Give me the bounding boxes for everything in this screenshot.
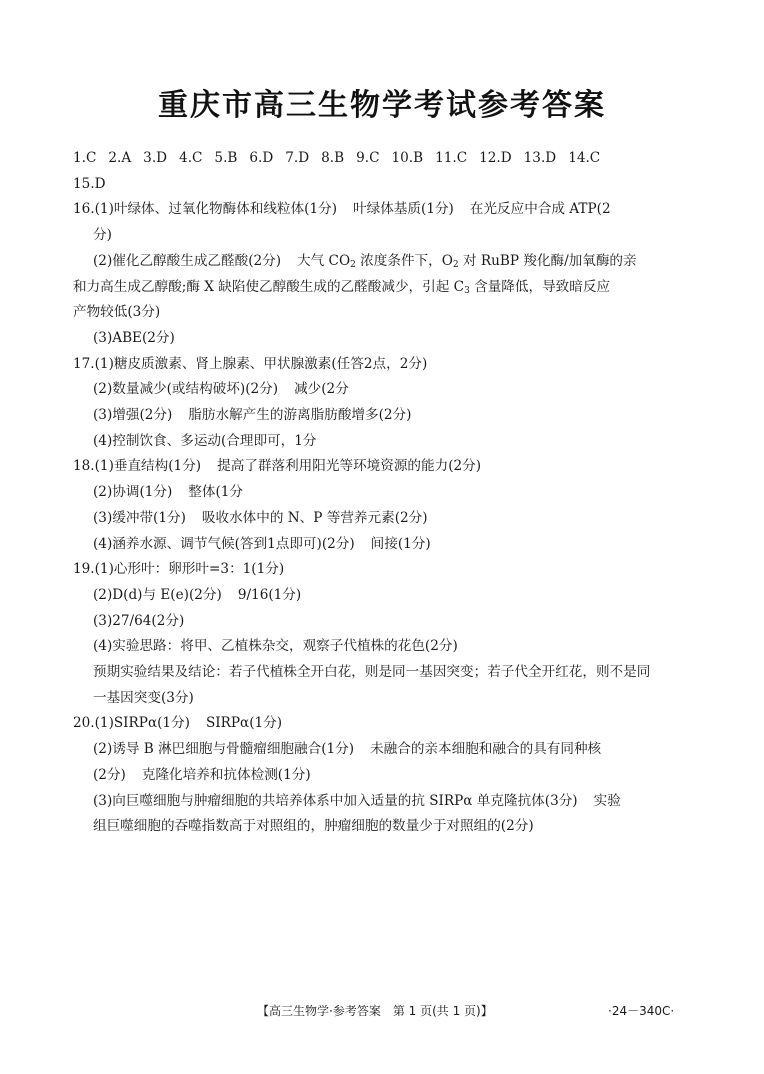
mc-answer: 4.C: [179, 150, 203, 166]
mc-answer: 11.C: [435, 150, 468, 166]
page-title: 重庆市高三生物学考试参考答案: [158, 88, 606, 123]
question-16-part-3: (3)ABE(2分): [93, 329, 175, 346]
question-16-line-1: 16.(1)叶绿体、过氧化物酶体和线粒体(1分) 叶绿体基质(1分) 在光反应中合成 ATP(2: [73, 201, 611, 218]
footer-page-info: 【高三生物学·参考答案 第 1 页(共 1 页)】: [257, 1004, 493, 1018]
mc-answer: 1.C: [73, 150, 97, 166]
question-20-part-2-cont: (2分) 克隆化培养和抗体检测(1分): [93, 766, 311, 783]
question-16-line-2: 分): [93, 227, 112, 244]
mc-answer: 10.B: [391, 150, 424, 166]
mc-answer: 5.B: [214, 150, 238, 166]
question-20-part-2: (2)诱导 B 淋巴细胞与骨髓瘤细胞融合(1分) 未融合的亲本细胞和融合的具有同种核: [93, 741, 602, 758]
question-19-part-1: 19.(1)心形叶：卵形叶=3：1(1分): [73, 561, 285, 578]
question-19-part-4: (4)实验思路：将甲、乙植株杂交，观察子代植株的花色(2分): [93, 638, 458, 655]
mc-answer: 7.D: [285, 150, 310, 166]
mc-answer: 13.D: [523, 150, 557, 166]
mc-answer-15: 15.D: [73, 175, 106, 192]
question-18-part-3: (3)缓冲带(1分) 吸收水体中的 N、P 等营养元素(2分): [93, 509, 428, 526]
question-19-part-2: (2)D(d)与 E(e)(2分) 9/16(1分): [93, 586, 302, 603]
question-20-part-1: 20.(1)SIRPα(1分) SIRPα(1分): [73, 715, 283, 732]
question-18-part-2: (2)协调(1分) 整体(1分: [93, 484, 244, 501]
footer-code: ·24－340C·: [608, 1004, 675, 1018]
question-16-part-2-cont: 和力高生成乙醇酸;酶 X 缺陷使乙醇酸生成的乙醛酸减少，引起 $C_3$ 含量降低，导致暗反应: [73, 278, 611, 296]
question-17-part-1: 17.(1)糖皮质激素、肾上腺素、甲状腺激素(任答2点，2分): [73, 355, 428, 372]
question-16-part-2-cont-2: 产物较低(3分): [73, 304, 161, 321]
answer-body: [73, 146, 698, 840]
question-18-part-1: 18.(1)垂直结构(1分) 提高了群落利用阳光等环境资源的能力(2分): [73, 458, 482, 475]
question-20-part-3: (3)向巨噬细胞与肿瘤细胞的共培养体系中加入适量的抗 SIRPα 单克隆抗体(3分) 实验: [93, 792, 621, 809]
question-19-part-4-prediction: 预期实验结果及结论：若子代植株全开白花，则是同一基因突变；若子代全开红花，则不是同: [93, 664, 651, 681]
question-16-part-2: (2)催化乙醇酸生成乙醛酸(2分) 大气 $CO_2$ 浓度条件下，$O_2$ 对 RuBP 羧化酶/加氧酶的亲: [93, 252, 637, 270]
mc-answer: 9.C: [356, 150, 380, 166]
mc-answer: 8.B: [321, 150, 345, 166]
question-19-part-4-prediction-cont: 一基因突变(3分): [93, 689, 194, 706]
question-20-part-3-cont: 组巨噬细胞的吞噬指数高于对照组的，肿瘤细胞的数量少于对照组的(2分): [93, 818, 534, 835]
multiple-choice-answers: [73, 146, 698, 172]
mc-answer: 6.D: [249, 150, 274, 166]
question-17-part-2: (2)数量减少(或结构破坏)(2分) 减少(2分: [93, 381, 349, 398]
mc-answer: 2.A: [108, 150, 132, 166]
question-17-part-3: (3)增强(2分) 脂肪水解产生的游离脂肪酸增多(2分): [93, 407, 412, 424]
mc-answer: 14.C: [568, 150, 601, 166]
mc-answer: 12.D: [479, 150, 512, 166]
question-17-part-4: (4)控制饮食、多运动(合理即可，1分: [93, 432, 317, 449]
question-18-part-4: (4)涵养水源、调节气候(答到1点即可)(2分) 间接(1分): [93, 535, 431, 552]
question-19-part-3: (3)27/64(2分): [93, 612, 185, 629]
mc-answer: 3.D: [143, 150, 168, 166]
